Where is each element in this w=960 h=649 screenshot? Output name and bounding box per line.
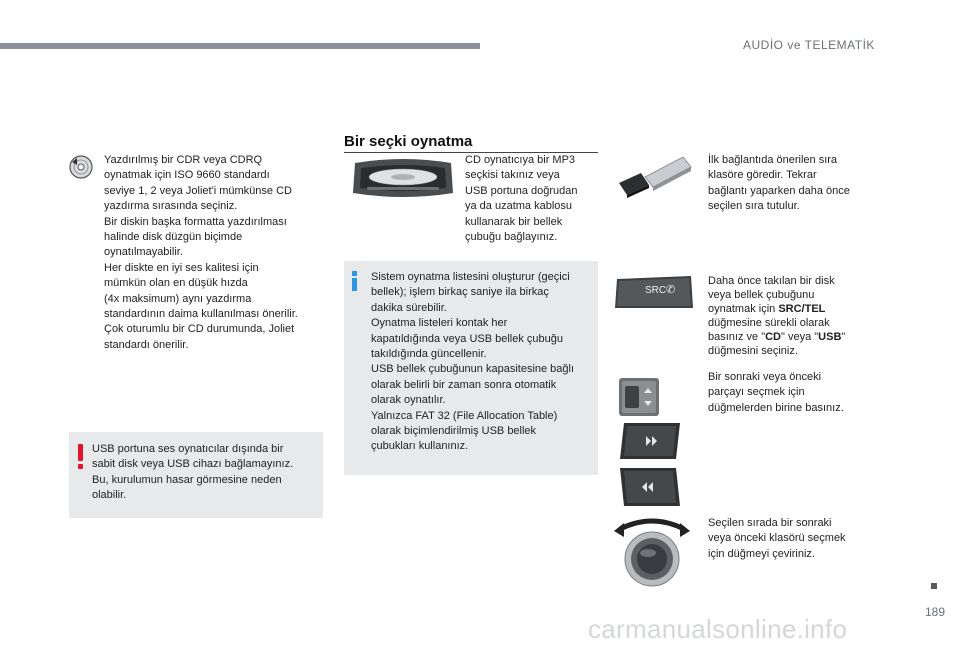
usb-order-text: İlk bağlantıda önerilen sıra klasöre göredir. Tekrar bağlantı yaparken daha önce seçilen sıra tutulur.: [708, 154, 850, 213]
src-text: Daha önce takılan bir disk veya bellek çubuğunu oynatmak için SRC/TEL düğmesine sürekli olarak basınız ve "CD" veya "USB" düğmesini seçiniz.: [708, 275, 846, 357]
usb-stick-image: [615, 153, 695, 199]
src-tel-button[interactable]: [613, 275, 695, 309]
continued-marker: [931, 583, 937, 589]
page-number: 189: [925, 605, 946, 619]
previous-track-button[interactable]: [618, 466, 682, 508]
heading-play-selection: Bir seçki oynatma: [344, 133, 473, 150]
info-icon: [351, 271, 358, 291]
warning-icon: [77, 444, 85, 470]
intro-text: CD oynatıcıya bir MP3 seçkisi takınız veya USB portuna doğrudan ya da uzatma kablosu kullanarak bir bellek çubuğu bağlayınız.: [465, 154, 578, 244]
warning-text: USB portuna ses oynatıcılar dışında bir sabit disk veya USB cihazı bağlamayınız. Bu, kurulumun hasar görmesine neden olabilir.: [92, 443, 294, 502]
section-title: AUDİO ve TELEMATİK: [743, 38, 875, 52]
cd-player-image: [349, 157, 457, 199]
src-button-label: SRC: [645, 285, 667, 296]
track-select-text: Bir sonraki veya önceki parçayı seçmek için düğmelerden birine basınız.: [708, 371, 844, 414]
info-text: Sistem oynatma listesini oluşturur (geçici bellek); işlem birkaç saniye ila birkaç dakika sürebilir. Oynatma listeleri kontak her kapatıldığında veya USB bellek çubuğu takıldığında güncellenir. USB bellek çubuğunun kapasitesine bağlı olarak belirli bir zaman sonra otomatik olarak oynatılır. Yalnızca FAT 32 (File Allocation Table) olarak biçimlendirilmiş USB bellek çubukları kullanınız.: [371, 271, 575, 453]
folder-select-text: Seçilen sırada bir sonraki veya önceki klasörü seçmek için düğmeyi çeviriniz.: [708, 517, 846, 560]
rotary-knob[interactable]: [612, 517, 692, 587]
watermark: carmanualsonline.info: [588, 614, 848, 644]
header-bar: [0, 43, 480, 49]
seek-rocker-button[interactable]: [619, 378, 659, 416]
cd-icon: [69, 155, 93, 179]
cd-format-note: Yazdırılmış bir CDR veya CDRQ oynatmak için ISO 9660 standardı seviye 1, 2 veya Joliet'i mümkünse CD yazdırma sırasında seçiniz. Bir diskin başka formatta yazdırılması halinde disk düzgün biçimde oynatılmayabilir. Her diskte en iyi ses kalitesi için mümkün olan en düşük hızda (4x maksimum) aynı yazdırma standardının daima kullanılması önerilir. Çok oturumlu bir CD durumunda, Joliet standardı önerilir.: [104, 154, 298, 351]
phone-icon: ✆: [666, 284, 676, 296]
next-track-button[interactable]: [618, 421, 682, 461]
